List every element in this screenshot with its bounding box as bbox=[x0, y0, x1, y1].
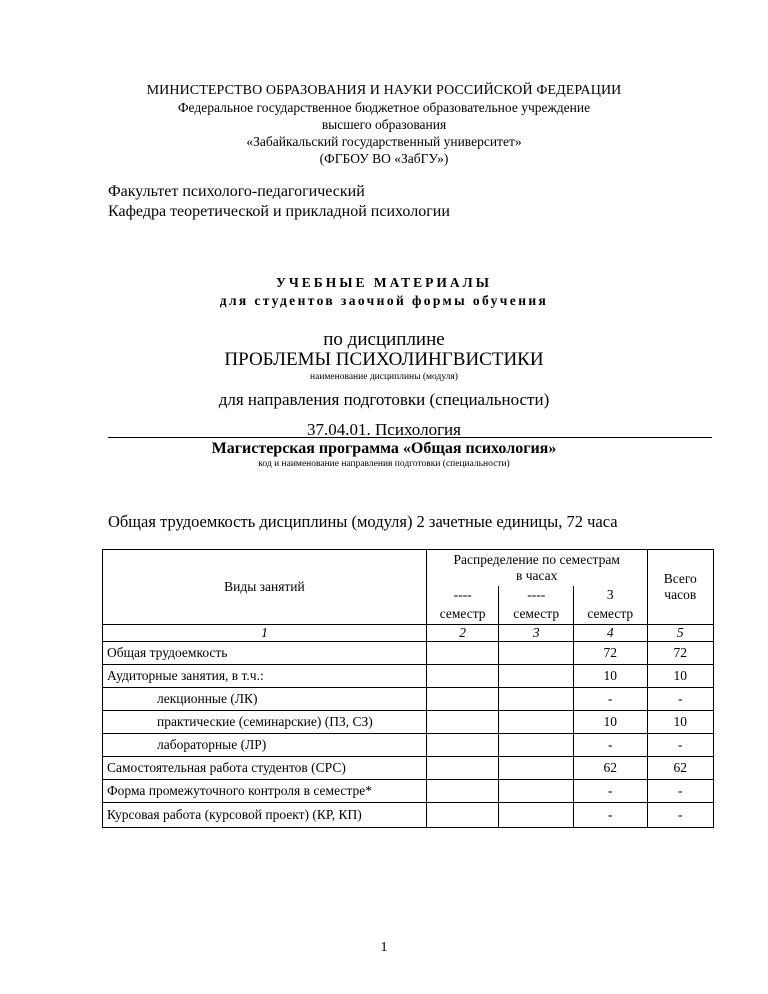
row-total: - bbox=[647, 734, 713, 757]
semester-b-dash: ---- bbox=[499, 586, 574, 604]
semester-c-label: семестр bbox=[573, 604, 647, 625]
column-number-3: 3 bbox=[499, 625, 574, 642]
total-header bbox=[647, 550, 713, 625]
row-sem-a bbox=[426, 734, 499, 757]
discipline-caption: наименование дисциплины (модуля) bbox=[310, 372, 458, 382]
program-name: Магистерская программа «Общая психология» bbox=[211, 440, 557, 457]
column-number-2: 2 bbox=[426, 625, 499, 642]
row-total: - bbox=[647, 803, 713, 828]
row-total: 10 bbox=[647, 665, 713, 688]
distribution-header bbox=[426, 550, 647, 587]
semester-a-dash: ---- bbox=[426, 586, 499, 604]
row-sem-b bbox=[499, 780, 574, 803]
table-row bbox=[103, 711, 714, 734]
row-sem-b bbox=[499, 665, 574, 688]
semester-b-label: семестр bbox=[499, 604, 574, 625]
row-total: - bbox=[647, 780, 713, 803]
row-sem-a bbox=[426, 803, 499, 828]
row-sem-c: 10 bbox=[573, 665, 647, 688]
table-row bbox=[103, 688, 714, 711]
university-name: «Забайкальский государственный университет» bbox=[246, 134, 522, 149]
row-label: Аудиторные занятия, в т.ч.: bbox=[103, 665, 427, 688]
workload-line: Общая трудоемкость дисциплины (модуля) 2 зачетные единицы, 72 часа bbox=[108, 512, 618, 531]
education-level-line: высшего образования bbox=[321, 117, 447, 132]
row-sem-a bbox=[426, 665, 499, 688]
row-sem-c: 10 bbox=[573, 711, 647, 734]
row-sem-c: - bbox=[573, 734, 647, 757]
row-sem-b bbox=[499, 688, 574, 711]
row-sem-a bbox=[426, 780, 499, 803]
row-sem-a bbox=[426, 757, 499, 780]
row-sem-b bbox=[499, 642, 574, 665]
row-label: лекционные (ЛК) bbox=[103, 688, 427, 711]
semester-c-number: 3 bbox=[573, 586, 647, 604]
total-header-line-1: Всего bbox=[663, 571, 697, 586]
row-sem-c: 62 bbox=[573, 757, 647, 780]
column-number-4: 4 bbox=[573, 625, 647, 642]
table-row bbox=[103, 642, 714, 665]
row-sem-c: - bbox=[573, 803, 647, 828]
row-label: лабораторные (ЛР) bbox=[103, 734, 427, 757]
row-total: 10 bbox=[647, 711, 713, 734]
table-row bbox=[103, 780, 714, 803]
row-total: - bbox=[647, 688, 713, 711]
department-line: Кафедра теоретической и прикладной психологии bbox=[108, 203, 450, 220]
row-sem-a bbox=[426, 688, 499, 711]
row-label: Общая трудоемкость bbox=[103, 642, 427, 665]
row-sem-a bbox=[426, 711, 499, 734]
workload-table bbox=[102, 549, 714, 828]
materials-subtitle: для студентов заочной формы обучения bbox=[219, 293, 549, 308]
types-header: Виды занятий bbox=[103, 550, 427, 625]
university-abbreviation: (ФГБОУ ВО «ЗабГУ») bbox=[319, 151, 449, 166]
ministry-heading: МИНИСТЕРСТВО ОБРАЗОВАНИЯ И НАУКИ РОССИЙСКОЙ ФЕДЕРАЦИИ bbox=[146, 83, 622, 98]
table-row bbox=[103, 665, 714, 688]
row-total: 62 bbox=[647, 757, 713, 780]
row-label: практические (семинарские) (ПЗ, СЗ) bbox=[103, 711, 427, 734]
row-sem-c: - bbox=[573, 688, 647, 711]
direction-code: 37.04.01. Психология bbox=[307, 420, 461, 439]
row-label: Курсовая работа (курсовой проект) (КР, КП) bbox=[103, 803, 427, 828]
table-row bbox=[103, 803, 714, 828]
distribution-header-line-1: Распределение по семестрам bbox=[453, 552, 620, 567]
column-number-1: 1 bbox=[103, 625, 427, 642]
table-row bbox=[103, 734, 714, 757]
row-sem-c: - bbox=[573, 780, 647, 803]
row-sem-b bbox=[499, 757, 574, 780]
direction-caption: код и наименование направления подготовки (специальности) bbox=[258, 459, 510, 469]
page-number: 1 bbox=[380, 940, 388, 955]
total-header-line-2: часов bbox=[664, 587, 697, 602]
discipline-intro: по дисциплине bbox=[323, 329, 445, 350]
institution-type-line: Федеральное государственное бюджетное образовательное учреждение bbox=[177, 100, 591, 115]
row-sem-a bbox=[426, 642, 499, 665]
discipline-name: ПРОБЛЕМЫ ПСИХОЛИНГВИСТИКИ bbox=[224, 349, 544, 370]
row-sem-b bbox=[499, 803, 574, 828]
table-row bbox=[103, 757, 714, 780]
materials-title: УЧЕБНЫЕ МАТЕРИАЛЫ bbox=[275, 275, 492, 290]
row-label: Самостоятельная работа студентов (СРС) bbox=[103, 757, 427, 780]
row-sem-b bbox=[499, 711, 574, 734]
row-label: Форма промежуточного контроля в семестре* bbox=[103, 780, 427, 803]
faculty-line: Факультет психолого-педагогический bbox=[108, 183, 365, 200]
distribution-header-line-2: в часах bbox=[515, 568, 558, 583]
row-total: 72 bbox=[647, 642, 713, 665]
direction-intro: для направления подготовки (специальности) bbox=[218, 390, 550, 409]
semester-a-label: семестр bbox=[426, 604, 499, 625]
column-number-5: 5 bbox=[647, 625, 713, 642]
direction-underline bbox=[108, 437, 712, 438]
row-sem-b bbox=[499, 734, 574, 757]
row-sem-c: 72 bbox=[573, 642, 647, 665]
